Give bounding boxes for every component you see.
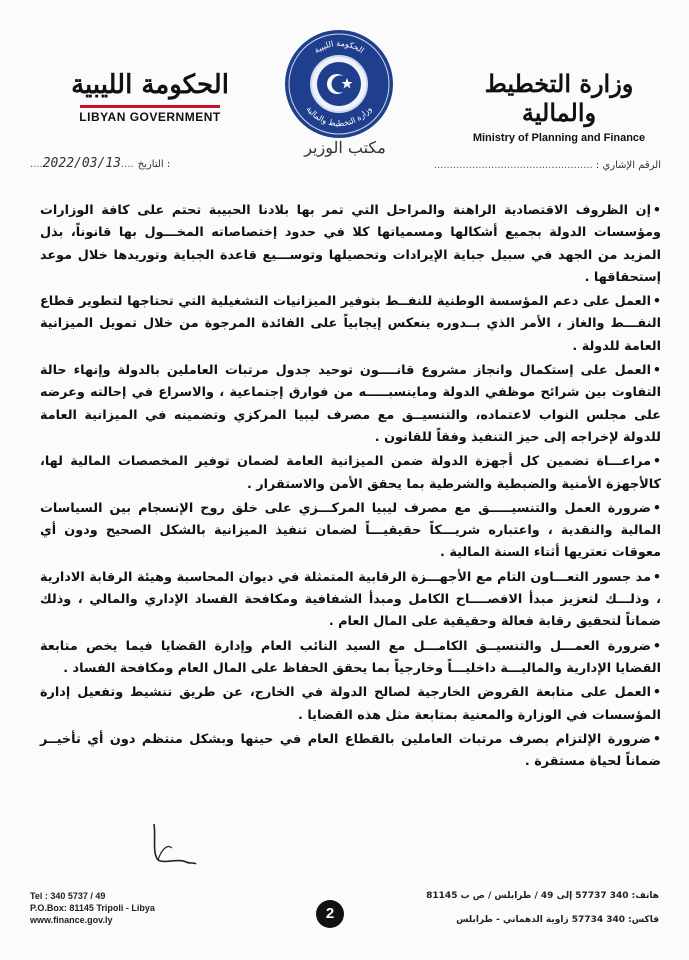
minister-office-label: مكتب الوزير [304, 138, 386, 157]
footer-contact-arabic [426, 890, 659, 926]
directive-paragraph: •إن الظروف الاقتصادية الراهنة والمراحل التي تمر بها بلادنا الحبيبة تحتم على كافة الوزارات ومؤسسات الدولة بجميع أشكالها ومسمياتها كلا في حدود إختصاصاته المخـــول بها قانوناً، بذل المزيد من الجهد في سبيل جباية الإيرادات وتحصيلها وتوســـيع قاعدة الجباية وتوريدها خلال موعد إستحقاقها . [40, 203, 661, 285]
directive-paragraph: •مد جسور التعـــاون التام مع الأجهـــزة الرقابية المتمثلة في ديوان المحاسبة وهيئة الرقابة الادارية ، وذلـــك لتعزيز مبدأ الافصــــاح الكامل ومبدأ الشفافية ومكافحة الفساد الإداري والمالي ، وذلك ضماناً لتحقيق رقابة فعالة وحقيقية على المال العام . [40, 569, 661, 630]
directive-paragraph: •العمل على دعم المؤسسة الوطنية للنفــط بتوفير الميزانيات التشغيلية التي تحتاجها لتطوير قطاع النفـــط والغاز ، الأمر الذي بــدوره ينعكس إيجابياً على الفائدة المرجوة من خلال تمويل الميزانية العامة للدولة . [40, 294, 661, 354]
date-label: التاريخ : [137, 159, 171, 170]
date-value: 2022/03/13 [42, 156, 121, 171]
government-name-arabic: الحكومة الليبية [71, 70, 229, 100]
letter-body [40, 200, 661, 775]
ministry-name-english: Ministry of Planning and Finance [472, 131, 646, 144]
footer-contact-english [30, 890, 155, 926]
ministry-name-arabic: وزارة التخطيط والمالية [484, 69, 634, 127]
reference-label: الرقم الإشاري : [595, 160, 661, 171]
seal-bottom-text: وزارة التخطيط والمالية [304, 104, 374, 129]
seal-top-text: الحكومة الليبية [312, 38, 366, 56]
government-name-english: LIBYAN GOVERNMENT [79, 110, 221, 125]
footer-telephone: Tel : 340 5737 / 49 [30, 891, 106, 901]
red-divider [80, 105, 220, 108]
ministry-seal-icon [283, 28, 395, 140]
footer-phone-arabic: هاتف: 340 57737 إلى 49 / طرابلس / ص ب 81145 [426, 891, 659, 901]
page-number: 2 [316, 900, 344, 928]
signature-icon [148, 818, 198, 866]
ministry-logo [459, 70, 659, 144]
document-date: ....2022/03/13.... التاريخ : [30, 156, 171, 171]
footer-website: www.finance.gov.ly [30, 915, 113, 925]
directive-paragraph: •ضرورة العمل والتنسيـــــق مع مصرف ليبيا المركـــزي على خلق روح الإنسجام بين السياسات المالية والنقدية ، واعتباره شريـــكاً حقيقيـــاً لضمان تنفيذ الميزانية بالشكل الصحيح ودون أي معوقات تعتريها أثناء السنة المالية . [40, 500, 661, 561]
reference-line [30, 156, 661, 182]
reference-number: الرقم الإشاري : .................................................. [433, 160, 661, 171]
directive-paragraph: •العمل على إستكمال وانجاز مشروع قانــــون توحيد جدول مرتبات العاملين بالدولة وإنهاء حالة التفاوت بين شرائح موظفي الدولة وماينسبـــــه من فوارق إجتماعية ، والاسراع في إحالته وعرضه على مجلس النواب لاعتماده، والتنسيــق مع مصرف ليبيا المركزي وتضمينه في الميزانية العامة للدولة لإخراجه إلى حيز التنفيذ وفقاً للقانون . [40, 363, 661, 445]
footer [0, 890, 689, 960]
libyan-government-logo [60, 70, 240, 124]
directive-paragraph: •العمل على متابعة القروض الخارجية لصالح الدولة في الخارج، عن طريق تنشيط وتفعيل إدارة المؤسسات في الوزارة والمعنية بمتابعة مثل هذه القضايا . [40, 685, 661, 723]
directive-paragraph: •مراعـــاة تضمين كل أجهزة الدولة ضمن الميزانية العامة لضمان توفير المخصصات المالية لها، كالأجهزة الأمنية والضبطية والشرطية بما يحقق الأمن والاستقرار . [40, 454, 661, 492]
footer-pobox: P.O.Box: 81145 Tripoli - Libya [30, 903, 155, 913]
directive-paragraph: •ضرورة العمـــل والتنسيــق الكامـــل مع السيد النائب العام وإدارة القضايا فيما يخص متابعة القضايا الإدارية والماليـــة داخليـــاً وخارجياً بما يحقق الحفاظ على المال العام ومكافحة الفساد . [40, 638, 661, 676]
footer-fax-arabic: فاكس: 340 57734 زاوية الدهماني - طرابلس [456, 915, 659, 925]
directive-paragraph: •ضرورة الإلتزام بصرف مرتبات العاملين بالقطاع العام في حينها وبشكل منتظم دون أي تأخيــر ضماناً لحياة مستقرة . [40, 731, 661, 770]
